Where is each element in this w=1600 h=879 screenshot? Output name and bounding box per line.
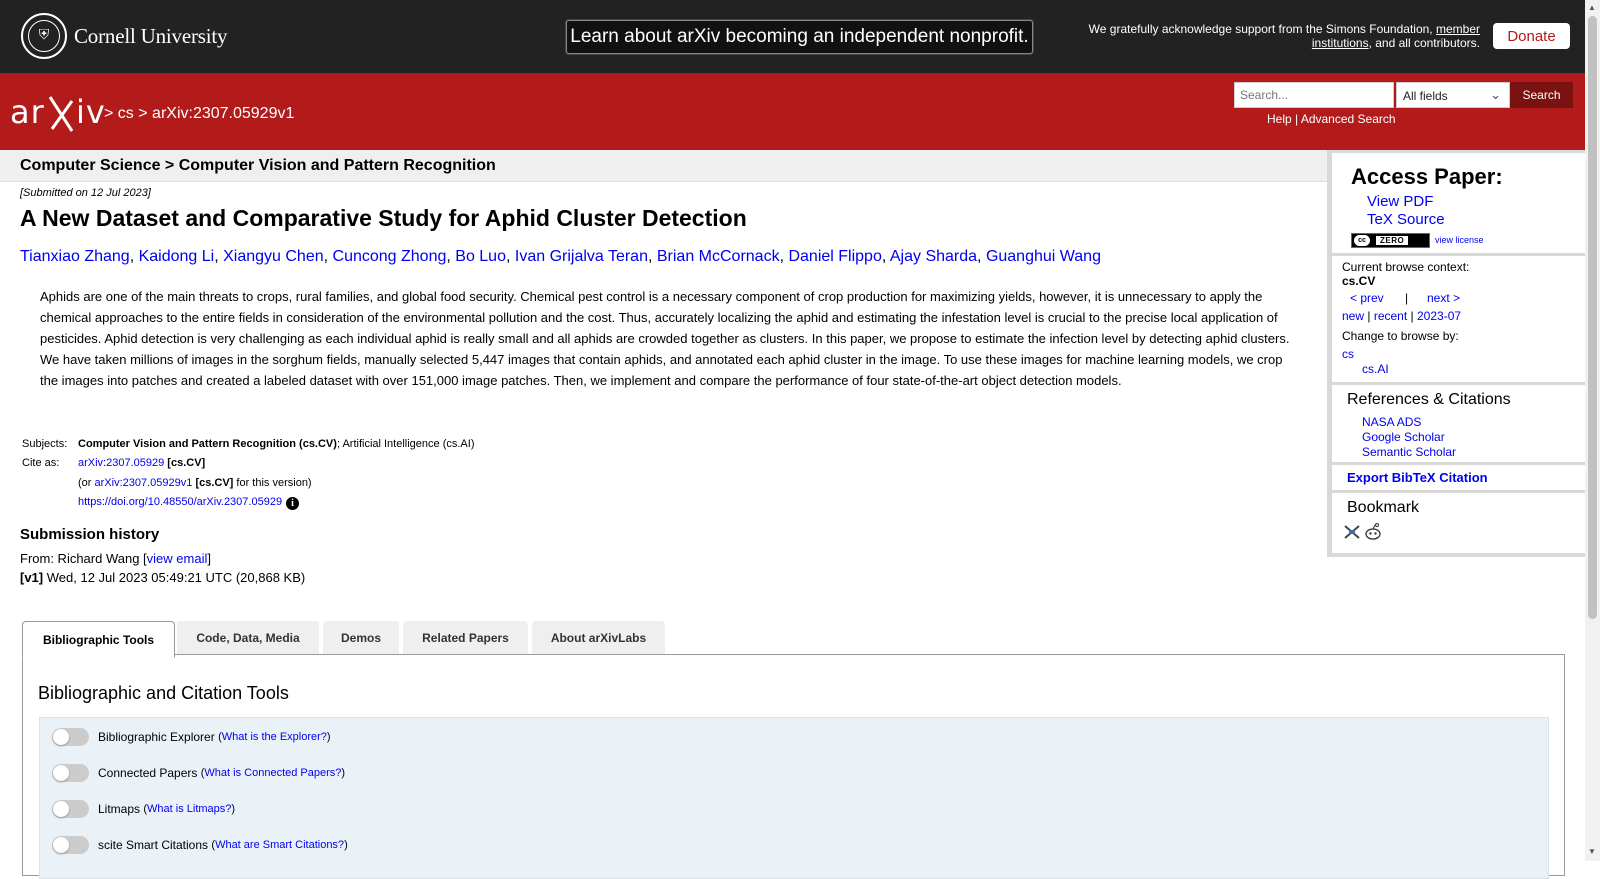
nonprofit-banner-button[interactable]: Learn about arXiv becoming an independent nonprofit. [566,20,1033,54]
new-link[interactable]: new [1342,309,1365,323]
tab-panel [22,654,1565,876]
cite-version: (or arXiv:2307.05929v1 [cs.CV] for this version) [78,477,312,489]
abstract: Aphids are one of the main threats to crops, rural families, and global food security. Chemical pest control is a necessary component of crop production for maximizing yields, however, it is unnecessary to apply the chemical approaches to the entire fields in consideration of the environmental pollution and the cost. Thus, accurately localizing the aphid and estimating the infestation level is crucial to the precise local application of pesticides. Aphid detection is very challenging as each individual aphid is really small and all aphids are crowded together as clusters. In this paper, we propose to estimate the infection level by detecting aphid clusters. We have taken millions of images in the sorghum fields, manually selected 5,447 images that contain aphids, and annotated each aphid cluster in the image. To use these images for machine learning models, we crop the images into patches and created a labeled dataset with over 151,000 image patches. Then, we implement and compare the performance of four state-of-the-art object detection models. [40,289,1290,388]
view-license-link[interactable]: view license [1435,235,1484,245]
scrollbar-thumb[interactable] [1588,16,1597,619]
chevron-down-icon: ⌄ [1490,87,1501,102]
view-pdf-link[interactable]: View PDF [1367,193,1434,210]
member-institutions-link[interactable]: member institutions [1311,22,1480,50]
tools-list [39,717,1549,879]
author-link[interactable]: Xiangyu Chen [223,248,324,265]
tab-demos[interactable]: Demos [323,621,399,655]
export-section [1332,465,1585,490]
toggle-switch[interactable] [52,764,89,782]
search-input[interactable] [1234,82,1394,108]
author-link[interactable]: Bo Luo [455,248,506,265]
references-heading: References & Citations [1347,391,1511,408]
author-link[interactable]: Tianxiao Zhang [20,248,130,265]
tab-related-papers[interactable]: Related Papers [403,621,528,655]
support-text: We gratefully acknowledge support from the Simons Foundation, member institutions, and all contributors. [1088,22,1480,50]
breadcrumb: > cs > arXiv:2307.05929v1 [104,105,295,122]
page-scrollbar[interactable] [1585,0,1600,861]
subjects-value: Computer Vision and Pattern Recognition (cs.CV); Artificial Intelligence (cs.AI) [78,438,475,450]
browse-context-section: Current browse context: cs.CV < prev | next > new | recent | 2023-07 Change to browse by: cs cs.AI [1332,256,1585,382]
bookmark-heading: Bookmark [1347,499,1420,516]
tools-heading: Bibliographic and Citation Tools [38,683,289,703]
nasa-ads-link[interactable]: NASA ADS [1362,415,1422,429]
tool-row: Bibliographic Explorer (What is the Explorer?) [52,728,331,746]
recent-link[interactable]: recent [1373,309,1408,323]
arxiv-logo-icon [10,93,106,135]
author-link[interactable]: Kaidong Li [138,248,215,265]
prev-link[interactable]: < prev [1350,291,1384,305]
search-button[interactable]: Search [1510,82,1573,108]
subject-path: Computer Science > Computer Vision and Pattern Recognition [20,157,496,174]
google-scholar-link[interactable]: Google Scholar [1362,430,1445,444]
author-link[interactable]: Daniel Flippo [788,248,882,265]
version-entry: [v1] Wed, 12 Jul 2023 05:49:21 UTC (20,868 KB) [20,570,306,585]
browse-cs-ai-link[interactable]: cs.AI [1362,362,1389,376]
browse-cs-link[interactable]: cs [1342,347,1354,361]
toggle-switch[interactable] [52,728,89,746]
tab-about-arxivlabs[interactable]: About arXivLabs [532,621,665,655]
cornell-name: Cornell University [74,23,228,48]
svg-text:ar: ar [10,93,45,131]
doi-row [78,493,299,513]
references-section [1332,385,1585,462]
advanced-search-link[interactable]: Advanced Search [1300,112,1396,126]
browse-links: new | recent | 2023-07 [1342,309,1462,323]
help-link[interactable]: Help [1267,112,1292,126]
donate-button[interactable]: Donate [1493,23,1570,49]
tab-bibliographic-tools[interactable]: Bibliographic Tools [22,621,175,658]
svg-text:iv: iv [76,93,106,131]
scroll-down-icon[interactable]: ▼ [1588,847,1596,856]
tool-help-link[interactable]: What is Litmaps? [147,803,232,815]
cite-link[interactable]: arXiv:2307.05929 [78,457,165,469]
paper-title: A New Dataset and Comparative Study for Aphid Cluster Detection [20,205,747,231]
context-label: Current browse context: [1342,260,1470,274]
arxiv-header [0,73,1585,150]
tab-code-data-media[interactable]: Code, Data, Media [177,621,319,655]
toggle-switch[interactable] [52,836,89,854]
tex-source-link[interactable]: TeX Source [1367,211,1445,228]
submitted-date: [Submitted on 12 Jul 2023] [20,187,151,199]
cite-label: Cite as: [22,457,60,469]
month-link[interactable]: 2023-07 [1417,309,1462,323]
submission-history-heading: Submission history [20,526,160,543]
export-bibtex-link[interactable]: Export BibTeX Citation [1347,470,1488,485]
doi-link[interactable]: https://doi.org/10.48550/arXiv.2307.05929 [78,496,283,508]
access-paper-heading: Access Paper: [1351,164,1503,189]
semantic-scholar-link[interactable]: Semantic Scholar [1362,445,1457,459]
top-bar [0,0,1585,73]
sidebar [1327,150,1585,557]
context-value: cs.CV [1342,274,1376,288]
author-link[interactable]: Brian McCornack [656,248,780,265]
change-browse-label: Change to browse by: [1342,329,1459,343]
info-icon[interactable]: i [286,497,299,510]
tool-help-link[interactable]: What is Connected Papers? [204,767,342,779]
toggle-switch[interactable] [52,800,89,818]
cornell-logo[interactable] [21,13,227,59]
author-link[interactable]: Guanghui Wang [985,248,1101,265]
help-links: Help | Advanced Search [1267,112,1396,126]
author-link[interactable]: Ivan Grijalva Teran [514,248,648,265]
bibsonomy-icon[interactable] [1343,524,1361,545]
cite-version-link[interactable]: arXiv:2307.05929v1 [94,477,193,489]
author-link[interactable]: Cuncong Zhong [332,248,447,265]
breadcrumb-paper-id: arXiv:2307.05929v1 [152,105,295,122]
cite-as: arXiv:2307.05929 [cs.CV] [78,457,206,469]
tool-row: Litmaps (What is Litmaps?) [52,800,235,818]
next-link[interactable]: next > [1427,291,1461,305]
scroll-up-icon[interactable]: ▲ [1588,3,1596,12]
tool-row: Connected Papers (What is Connected Papers?) [52,764,345,782]
subject-header [0,150,1327,182]
view-email-link[interactable]: view email [146,551,208,566]
subjects-label: Subjects: [22,438,68,450]
tool-row: scite Smart Citations (What are Smart Citations?) [52,836,348,854]
cornell-seal-icon: ⛨ [21,13,67,59]
arxiv-logo[interactable] [10,93,106,144]
bookmark-section [1332,493,1585,553]
tool-help-link[interactable]: What is the Explorer? [221,731,327,743]
breadcrumb-cs[interactable]: cs [117,105,134,122]
tool-help-link[interactable]: What are Smart Citations? [215,839,345,851]
author-link[interactable]: Ajay Sharda [889,248,978,265]
search-field-select[interactable]: All fields ⌄ [1396,82,1510,108]
author-list: Tianxiao Zhang, Kaidong Li, Xiangyu Chen, Cuncong Zhong, Bo Luo, Ivan Grijalva Teran, Brian McCornack, Daniel Flippo, Ajay Sharda, Guanghui Wang [20,248,1101,265]
reddit-icon[interactable] [1363,522,1383,547]
cc-zero-license-icon[interactable]: cc ZERO [1351,233,1430,248]
submitter: From: Richard Wang [view email] [20,551,211,566]
access-paper-section [1332,153,1585,253]
